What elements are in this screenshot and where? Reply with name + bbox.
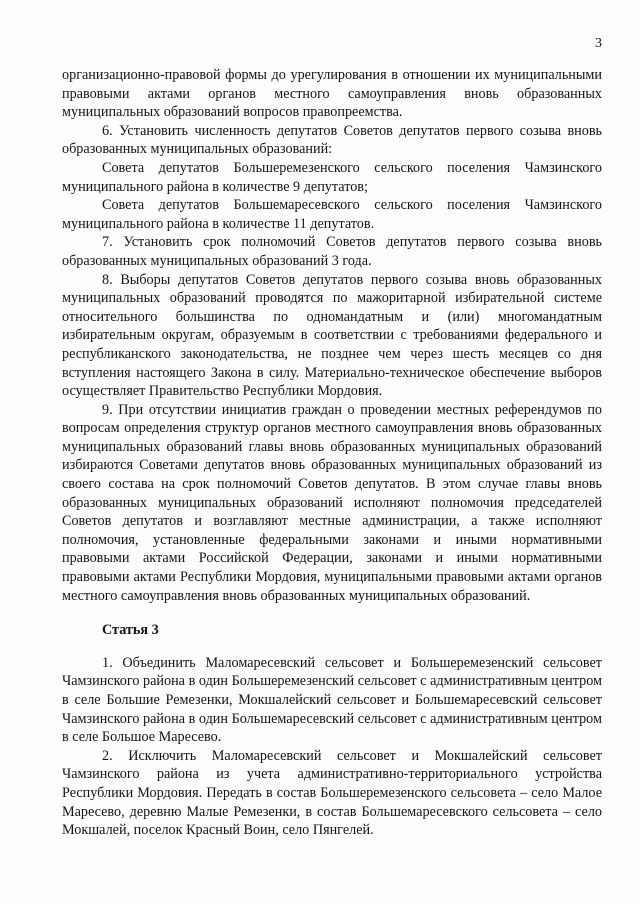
paragraph-continuation: организационно-правовой формы до урегулирования в отношении их муниципальными правовыми актами органов местного самоуправления вновь образованных муниципальных образований вопросов правопреемства. [62, 67, 602, 121]
paragraph-7: 7. Установить срок полномочий Советов депутатов первого созыва вновь образованных муниципальных образований 3 года. [62, 234, 602, 269]
document-body [62, 66, 602, 840]
article-heading: Статья 3 [102, 622, 159, 639]
paragraph-8: 8. Выборы депутатов Советов депутатов первого созыва вновь образованных муниципальных образований проводятся по мажоритарной избирательной системе относительного большинства по одномандатным и (или) многомандатным избирательным округам, образуемым в соответствии с требованиями федерального и республиканского законодательства, не позднее чем через шесть месяцев со дня вступления настоящего Закона в силу. Материально-техническое обеспечение выборов осуществляет Правительство Республики Мордовия. [62, 271, 602, 400]
article-3-paragraph-1: 1. Объединить Маломаресевский сельсовет и Большеремезенский сельсовет Чамзинского района в один Большеремезенский сельсовет с административным центром в селе Большие Ремезенки, Мокшалейский сельсовет и Большемаресевский сельсовет Чамзинского района в один Большемаресевский сельсовет с административным центром в селе Большое Маресево. [62, 654, 602, 746]
paragraph-6: 6. Установить численность депутатов Советов депутатов первого созыва вновь образованных муниципальных образований: [62, 122, 602, 158]
page-number: 3 [595, 36, 602, 51]
paragraph-6-item-a: Совета депутатов Большеремезенского сельского поселения Чамзинского муниципального района в количестве 9 депутатов; [62, 159, 602, 195]
article-3-paragraph-2: 2. Исключить Маломаресевский сельсовет и Мокшалейский сельсовет Чамзинского района из учета административно-территориального устройства Республики Мордовия. Передать в состав Большеремезенского сельсовета – село Малое Маресево, деревню Малые Ремезенки, в состав Большемаресевского сельсовета – село Мокшалей, поселок Красный Воин, село Пянгелей. [62, 747, 602, 839]
paragraph-6-item-b: Совета депутатов Большемаресевского сельского поселения Чамзинского муниципального района в количестве 11 депутатов. [62, 197, 602, 232]
paragraph-9: 9. При отсутствии инициатив граждан о проведении местных референдумов по вопросам определения структур органов местного самоуправления вновь образованных муниципальных образований главы вновь образованных муниципальных образований избираются Советами депутатов вновь образованных муниципальных образований из своего состава на срок полномочий Советов депутатов. В этом случае главы вновь образованных муниципальных образований исполняют полномочия председателей Советов депутатов и возглавляют местные администрации, а также исполняют полномочия, установленные федеральными законами и иными нормативными правовыми актами Российской Федерации, законами и иными нормативными правовыми актами Республики Мордовия, муниципальными правовыми актами органов местного самоуправления вновь образованных муниципальных образований. [62, 401, 602, 604]
